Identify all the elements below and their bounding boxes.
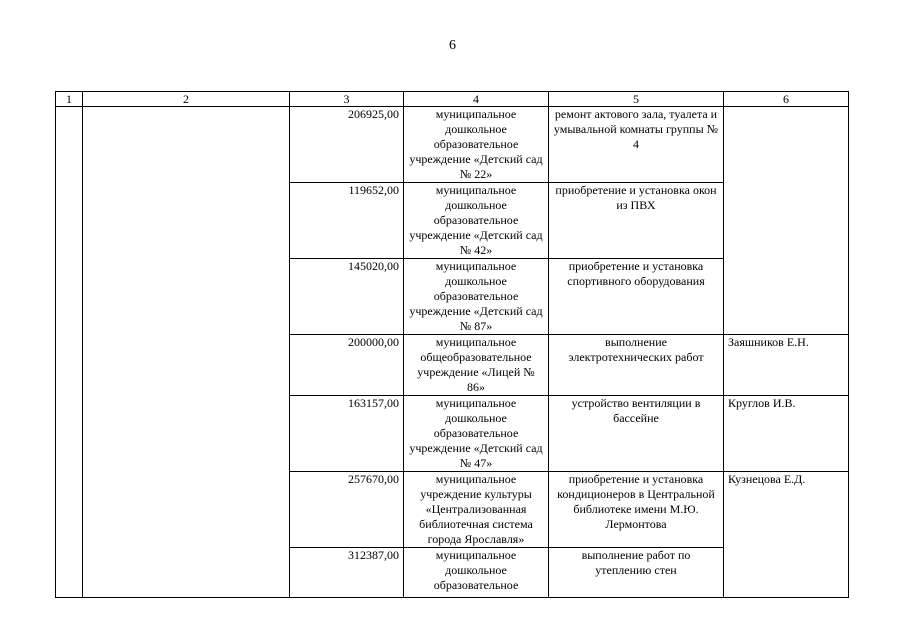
column-header: 2 [83, 92, 290, 107]
organization-cell: муниципальное учреждение культуры «Централизованная библиотечная система города Ярославля» [404, 472, 549, 548]
responsible-person-cell: Заяшников Е.Н. [724, 335, 849, 396]
responsible-person-cell: Круглов И.В. [724, 396, 849, 472]
column-1-cell [56, 107, 83, 598]
table-row [56, 107, 849, 183]
column-header: 6 [724, 92, 849, 107]
column-header: 5 [549, 92, 724, 107]
responsible-person-cell: Кузнецова Е.Д. [724, 472, 849, 598]
table-header-row [56, 92, 849, 107]
work-description-cell: выполнение электротехнических работ [549, 335, 724, 396]
amount-cell: 257670,00 [290, 472, 404, 548]
work-description-cell: приобретение и установка спортивного оборудования [549, 259, 724, 335]
amount-cell: 312387,00 [290, 548, 404, 598]
amount-cell: 145020,00 [290, 259, 404, 335]
column-header: 3 [290, 92, 404, 107]
work-description-cell: выполнение работ по утеплению стен [549, 548, 724, 598]
responsible-person-cell [724, 107, 849, 335]
amount-cell: 119652,00 [290, 183, 404, 259]
column-header: 4 [404, 92, 549, 107]
column-header: 1 [56, 92, 83, 107]
column-2-cell [83, 107, 290, 598]
work-description-cell: приобретение и установка кондиционеров в Центральной библиотеке имени М.Ю. Лермонтова [549, 472, 724, 548]
work-description-cell: ремонт актового зала, туалета и умывальной комнаты группы № 4 [549, 107, 724, 183]
work-description-cell: устройство вентиляции в бассейне [549, 396, 724, 472]
work-description-cell: приобретение и установка окон из ПВХ [549, 183, 724, 259]
amount-cell: 206925,00 [290, 107, 404, 183]
amount-cell: 163157,00 [290, 396, 404, 472]
amount-cell: 200000,00 [290, 335, 404, 396]
organization-cell: муниципальное общеобразовательное учреждение «Лицей № 86» [404, 335, 549, 396]
organization-cell: муниципальное дошкольное образовательное учреждение «Детский сад № 22» [404, 107, 549, 183]
page-number: 6 [449, 38, 456, 53]
organization-cell: муниципальное дошкольное образовательное учреждение «Детский сад № 87» [404, 259, 549, 335]
organization-cell: муниципальное дошкольное образовательное учреждение «Детский сад № 42» [404, 183, 549, 259]
organization-cell: муниципальное дошкольное образовательное [404, 548, 549, 598]
data-table [55, 91, 849, 598]
organization-cell: муниципальное дошкольное образовательное учреждение «Детский сад № 47» [404, 396, 549, 472]
